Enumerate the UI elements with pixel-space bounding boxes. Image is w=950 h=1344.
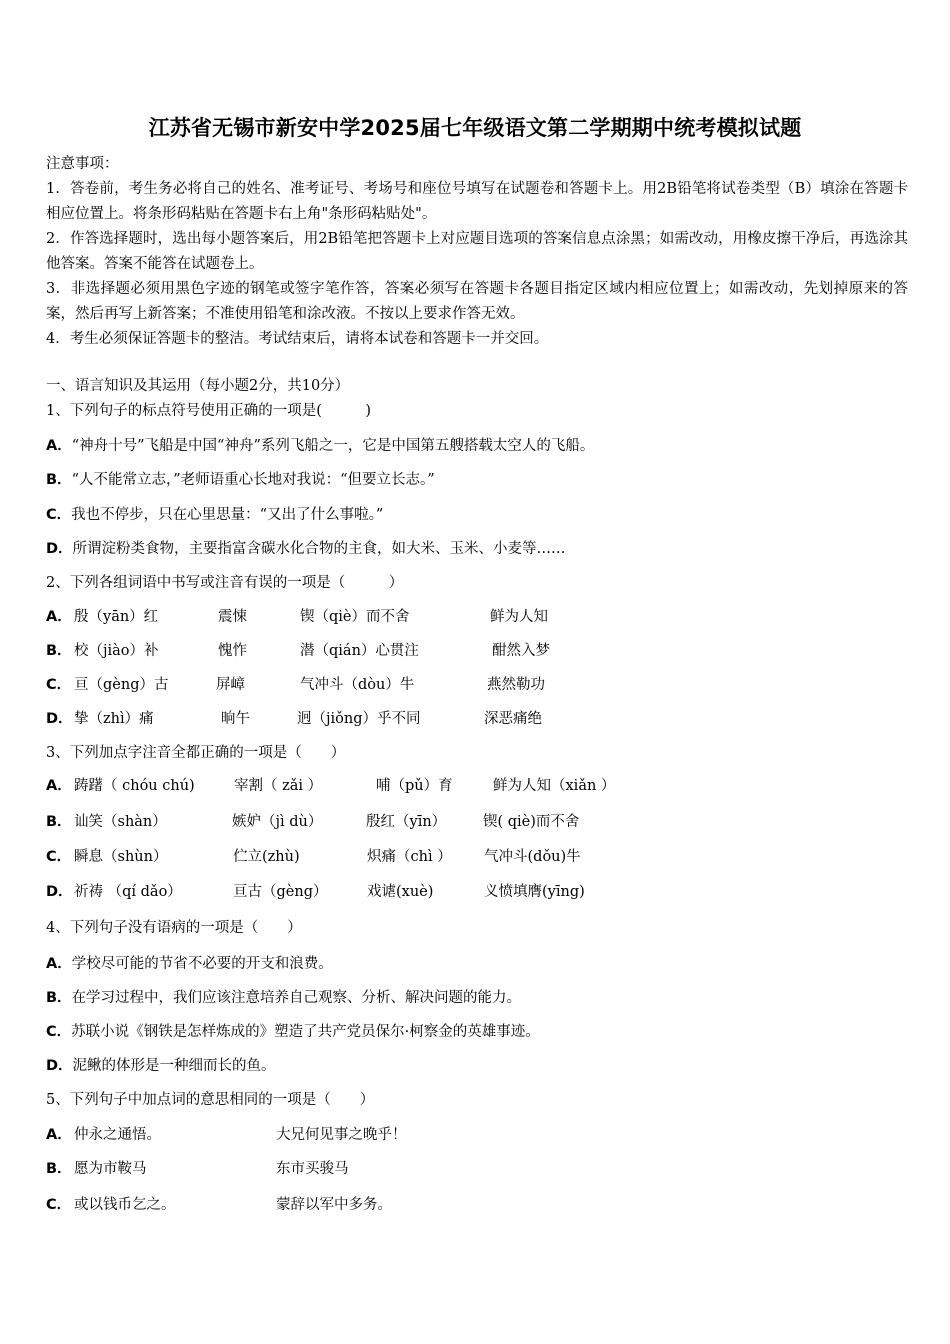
q3-b-4: 锲( qiè)而不舍 [483,814,580,830]
q2-d-4: 深恶痛绝 [484,711,542,727]
q5-b-2: 东市买骏马 [276,1161,349,1177]
option-text: 学校尽可能的节省不必要的开支和浪费。 [71,956,333,972]
q2-c-4: 燕然勒功 [487,677,545,693]
q4-option-c [46,1022,540,1042]
option-label: C． [46,1197,72,1213]
q2-b-1: 校（jiào）补 [74,643,159,659]
notice-item: 2．作答选择题时，选出每小题答案后，用2B铅笔把答题卡上对应题目选项的答案信息点涂黑；如需改动，用橡皮擦干净后，再选涂其他答案。答案不能答在试题卷上。 [46,231,908,272]
q4-option-d [46,1056,276,1076]
q1-option-c [46,505,383,525]
q1-option-a [46,436,594,456]
q4-option-b [46,988,521,1008]
option-text: “人不能常立志，”老师语重心长地对我说：“但要立长志。” [71,472,435,488]
option-text: 在学习过程中，我们应该注意培养自己观察、分析、解决问题的能力。 [71,990,522,1006]
q2-a-2: 震悚 [218,609,247,625]
option-label: B． [46,814,72,830]
q3-d-2: 亘古（gèng） [233,884,328,900]
q5-a-1: 仲永之通悟。 [74,1127,161,1143]
notice-heading: 注意事项： [46,156,119,172]
q3-a-3: 哺（pǔ）育 [376,778,453,794]
option-label: C． [46,677,72,693]
notice-item: 1．答卷前，考生务必将自己的姓名、准考证号、考场号和座位号填写在试题卷和答题卡上。用2B铅笔将试卷类型（B）填涂在答题卡相应位置上。将条形码粘贴在答题卡右上角"条形码粘贴处"。 [46,181,908,222]
q5-stem: 5、下列句子中加点词的意思相同的一项是（ ） [46,1092,375,1108]
option-label: B． [46,990,72,1006]
option-label: A． [46,956,72,972]
option-label: B． [46,472,72,488]
option-text: 所谓淀粉类食物，主要指富含碳水化合物的主食，如大米、玉米、小麦等…… [72,541,566,557]
notice-item: 3．非选择题必须用黑色字迹的钢笔或签字笔作答，答案必须写在答题卡各题目指定区域内相应位置上；如需改动，先划掉原来的答案，然后再写上新答案；不准使用铅笔和涂改液。不按以上要求作答无效。 [46,281,908,322]
q3-c-3: 炽痛（chì ） [367,849,452,865]
option-label: B． [46,643,72,659]
q1-stem: 1、下列句子的标点符号使用正确的一项是( ) [46,403,372,419]
q3-d-4: 义愤填膺(yīng) [484,884,585,900]
q5-b-1: 愿为市鞍马 [74,1161,147,1177]
q1-option-d [46,539,566,559]
notice-item: 4．考生必须保证答题卡的整洁。考试结束后，请将本试卷和答题卡一并交回。 [46,331,549,347]
q1-option-b [46,470,435,490]
q4-option-a [46,954,333,974]
q3-d-3: 戏谑(xuè) [367,884,434,900]
q2-a-1: 殷（yān）红 [74,609,159,625]
q2-c-1: 亘（gèng）古 [74,677,169,693]
option-text: 我也不停步，只在心里思量：“又出了什么事啦。” [71,507,384,523]
q2-b-3: 潜（qián）心贯注 [300,643,419,659]
q2-c-2: 屏嶂 [216,677,245,693]
option-label: C． [46,849,72,865]
q5-c-2: 蒙辞以军中多务。 [276,1197,392,1213]
q2-d-3: 迥（jiǒng）乎不同 [297,711,421,727]
q3-c-4: 气冲斗(dǒu)牛 [484,849,581,865]
option-label: D． [46,541,73,557]
q2-a-3: 锲（qiè）而不舍 [300,609,410,625]
option-label: A． [46,778,72,794]
q2-b-2: 愧怍 [218,643,247,659]
q3-stem: 3、下列加点字注音全都正确的一项是（ ） [46,745,346,761]
q5-c-1: 或以钱币乞之。 [74,1197,176,1213]
q3-a-4: 鲜为人知（xiǎn ） [493,778,616,794]
page-title: 江苏省无锡市新安中学2025届七年级语文第二学期期中统考模拟试题 [148,116,802,140]
option-text: 苏联小说《钢铁是怎样炼成的》塑造了共产党员保尔·柯察金的英雄事迹。 [71,1024,540,1040]
option-label: C． [46,1024,72,1040]
option-label: D． [46,1058,73,1074]
option-text: 泥鳅的体形是一种细而长的鱼。 [72,1058,276,1074]
q3-a-2: 宰割（ zǎi ） [234,778,323,794]
option-label: D． [46,711,73,727]
option-label: B． [46,1161,72,1177]
q2-d-2: 晌午 [221,711,250,727]
q4-stem: 4、下列句子没有语病的一项是（ ） [46,920,302,936]
q3-c-2: 伫立(zhù) [233,849,300,865]
q3-b-1: 讪笑（shàn） [74,814,167,830]
q3-b-3: 殷红（yīn） [366,814,447,830]
q3-c-1: 瞬息（shùn） [74,849,168,865]
q3-a-1: 踌躇（ chóu chú) [74,778,195,794]
section-heading: 一、语言知识及其运用（每小题2分，共10分） [46,378,350,394]
option-label: D． [46,884,73,900]
option-label: A． [46,1127,72,1143]
q2-d-1: 挚（zhì）痛 [74,711,154,727]
q2-a-4: 鲜为人知 [490,609,548,625]
q2-c-3: 气冲斗（dòu）牛 [300,677,415,693]
option-text: “神舟十号”飞船是中国“神舟”系列飞船之一，它是中国第五艘搭载太空人的飞船。 [71,438,595,454]
notice-block [46,152,908,352]
option-label: C． [46,507,72,523]
q3-b-2: 嫉妒（jì dù） [232,814,323,830]
option-label: A． [46,609,72,625]
option-label: A． [46,438,72,454]
q2-stem: 2、下列各组词语中书写或注音有误的一项是（ ） [46,575,404,591]
q5-a-2: 大兄何见事之晚乎！ [276,1127,407,1143]
q2-b-4: 酣然入梦 [492,643,550,659]
q3-d-1: 祈祷 （qí dǎo） [74,884,182,900]
